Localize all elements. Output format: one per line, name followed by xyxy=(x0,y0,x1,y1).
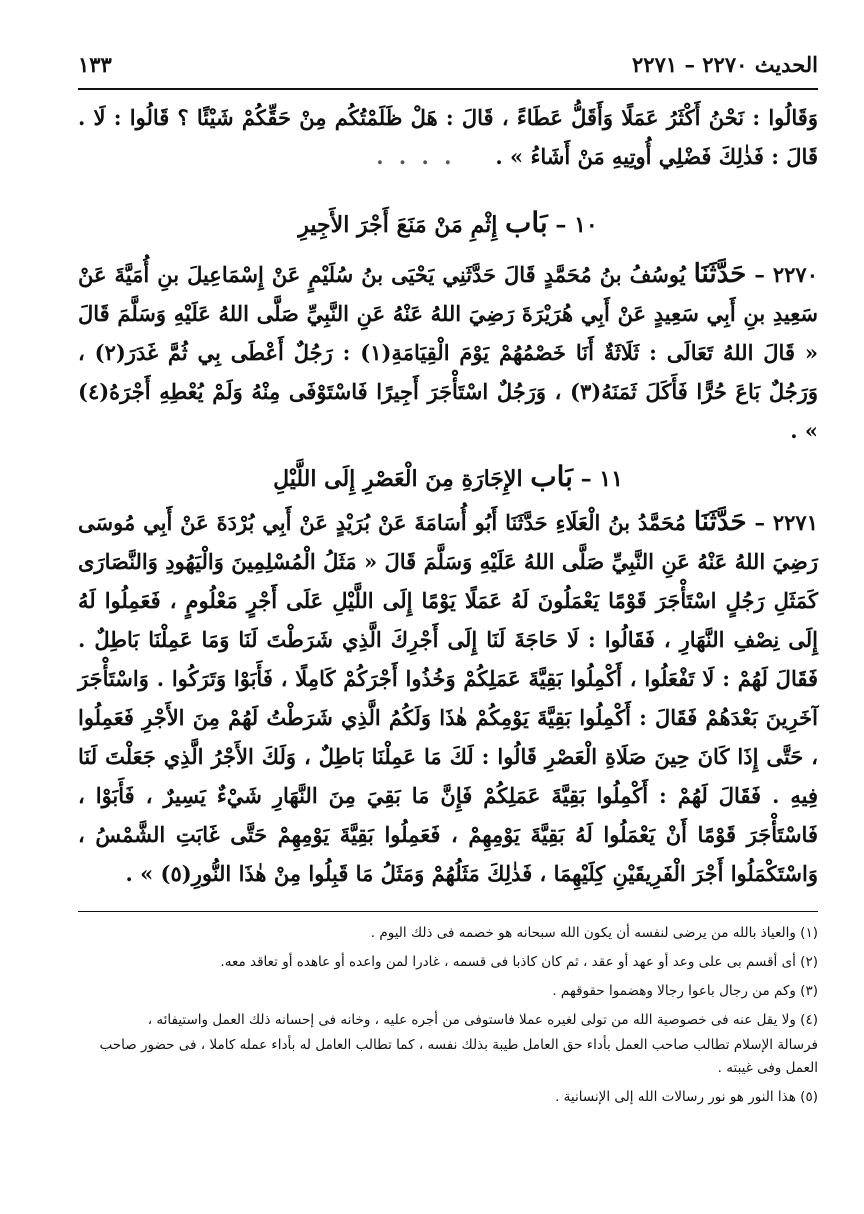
page-number: ١٣٣ xyxy=(78,52,112,77)
chapter-11-title: الإِجَارَةِ مِنَ الْعَصْرِ إِلَى اللَّيْلِ xyxy=(273,466,523,492)
footnote-3: (٣) وكم من رجال باعوا رجالا وهضموا حقوقهم . xyxy=(552,983,818,999)
header-title: الحديث ٢٢٧٠ – ٢٢٧١ xyxy=(632,52,818,77)
hadith-2270 xyxy=(78,255,818,450)
footnote-4-continued: فرسالة الإسلام تطالب صاحب العمل بأداء حق العامل طيبة بذلك نفسه ، كما تطالب العامل له بأداء عمله كاملا ، فى حضور صاحب العمل وفى غيبته . xyxy=(99,1037,818,1076)
hadith-2270-haddathana: حَدَّثَنَا xyxy=(693,259,747,289)
opening-text: وَقَالُوا : نَحْنُ أَكْثَرُ عَمَلًا وَأَقَلُّ عَطَاءً ، قَالَ : هَلْ ظَلَمْتُكُم مِنْ حَقِّكُمْ شَيْئًا ؟ قَالُوا : لَا . قَالَ : فَذٰلِكَ فَضْلِي أُوتِيهِ مَنْ أَشَاءُ » . xyxy=(78,105,818,169)
chapter-10-number: ١٠ – xyxy=(555,212,598,238)
hadith-2270-number: ٢٢٧٠ – xyxy=(754,262,818,287)
hadith-2271-text: مُحَمَّدُ بنُ الْعَلَاءِ حَدَّثَنَا أَبُو أُسَامَةَ عَنْ بُرَيْدٍ عَنْ أَبِي بُرْدَةَ عَنْ أَبِي مُوسَى رَضِيَ اللهُ عَنْهُ عَنِ النَّبِيِّ صَلَّى اللهُ عَلَيْهِ وَسَلَّمَ قَالَ « مَثَلُ الْمُسْلِمِينَ وَالْيَهُودِ وَالنَّصَارَى كَمَثَلِ رَجُلٍ اسْتَأْجَرَ قَوْمًا يَعْمَلُونَ لَهُ عَمَلًا يَوْمًا إِلَى اللَّيْلِ عَلَى أَجْرٍ مَعْلُومٍ ، فَعَمِلُوا لَهُ إِلَى نِصْفِ النَّهَارِ ، فَقَالُوا : لَا حَاجَةَ لَنَا إِلَى أَجْرِكَ الَّذِي شَرَطْتَ لَنَا وَمَا عَمِلْنَا بَاطِلٌ . فَقَالَ لَهُمْ : لَا تَفْعَلُوا ، أَكْمِلُوا بَقِيَّةَ عَمَلِكُمْ وَخُذُوا أَجْرَكُمْ كَامِلًا ، فَأَبَوْا وَتَرَكُوا . وَاسْتَأْجَرَ آخَرِينَ بَعْدَهُمْ فَقَالَ : أَكْمِلُوا بَقِيَّةَ يَوْمِكُمْ هٰذَا وَلَكُمُ الَّذِي شَرَطْتُ لَهُمْ مِنَ الأَجْرِ فَعَمِلُوا ، حَتَّى إِذَا كَانَ حِينَ صَلَاةِ الْعَصْرِ قَالُوا : لَكَ مَا عَمِلْنَا بَاطِلٌ ، وَلَكَ الأَجْرُ الَّذِي جَعَلْتَ لَنَا فِيهِ . فَقَالَ لَهُمْ : أَكْمِلُوا بَقِيَّةَ عَمَلِكُمْ فَإِنَّ مَا بَقِيَ مِنَ النَّهَارِ شَيْءٌ يَسِيرٌ ، فَأَبَوْا ، فَاسْتَأْجَرَ قَوْمًا أَنْ يَعْمَلُوا لَهُ بَقِيَّةَ يَوْمِهِمْ ، فَعَمِلُوا بَقِيَّةَ يَوْمِهِمْ حَتَّى غَابَتِ الشَّمْسُ ، وَاسْتَكْمَلُوا أَجْرَ الْفَرِيقَيْنِ كِلَيْهِمَا ، فَذٰلِكَ مَثَلُهُمْ وَمَثَلُ مَا قَبِلُوا مِنْ هٰذَا النُّورِ(٥) » . xyxy=(78,510,818,886)
chapter-10-bab: بَاب xyxy=(505,206,548,239)
chapter-11-bab: بَاب xyxy=(530,460,573,493)
hadith-2270-text: يُوسُفُ بنُ مُحَمَّدٍ قَالَ حَدَّثَنِي يَحْيَى بنُ سُلَيْمٍ عَنْ إِسْمَاعِيلَ بنِ أُمَيَّةَ عَنْ سَعِيدِ بنِ أَبِي سَعِيدٍ عَنْ أَبِي هُرَيْرَةَ رَضِيَ اللهُ عَنْهُ عَنِ النَّبِيِّ صَلَّى اللهُ عَلَيْهِ وَسَلَّمَ قَالَ « قَالَ اللهُ تَعَالَى : ثَلَاثَةٌ أَنَا خَصْمُهُمْ يَوْمَ الْقِيَامَةِ(١) : رَجُلٌ أَعْطَى بِي ثُمَّ غَدَرَ(٢) ، وَرَجُلٌ بَاعَ حُرًّا فَأَكَلَ ثَمَنَهُ(٣) ، وَرَجُلٌ اسْتَأْجَرَ أَجِيرًا فَاسْتَوْفَى مِنْهُ وَلَمْ يُعْطِهِ أَجْرَهُ(٤) » . xyxy=(78,262,818,443)
footnotes xyxy=(78,922,818,1109)
footnote-5: (٥) هذا النور هو نور رسالات الله إلى الإنسانية . xyxy=(555,1089,818,1105)
running-header xyxy=(78,52,818,86)
hadith-2271-number: ٢٢٧١ – xyxy=(754,510,818,535)
ornament-dots: . . . . xyxy=(376,144,456,169)
footnote-4: (٤) ولا يقل عنه فى خصوصية الله من تولى لغيره عملا فاستوفى من أجره عليه ، وخانه فى إحسانه ذلك العمل واستيفائه ، xyxy=(147,1012,818,1028)
chapter-10-title: إِثْمِ مَنْ مَنَعَ أَجْرَ الأَجِيرِ xyxy=(298,212,498,238)
header-rule xyxy=(78,88,818,90)
hadith-2271 xyxy=(78,503,818,893)
footnote-rule xyxy=(78,911,818,912)
opening-paragraph xyxy=(78,98,818,176)
chapter-10-heading xyxy=(78,206,818,239)
footnote-1: (١) والعياذ بالله من يرضى لنفسه أن يكون الله سبحانه هو خصمه فى ذلك اليوم . xyxy=(370,925,818,941)
footnote-2: (٢) أى أقسم بى على وعد أو عهد أو عقد ، ثم كان كاذبا فى قسمه ، غادرا لمن واعده أو عاهده أو تعاقد معه. xyxy=(220,954,818,970)
chapter-11-heading xyxy=(78,460,818,493)
book-page xyxy=(78,52,818,1115)
chapter-11-number: ١١ – xyxy=(580,466,623,492)
hadith-2271-haddathana: حَدَّثَنَا xyxy=(693,507,747,537)
